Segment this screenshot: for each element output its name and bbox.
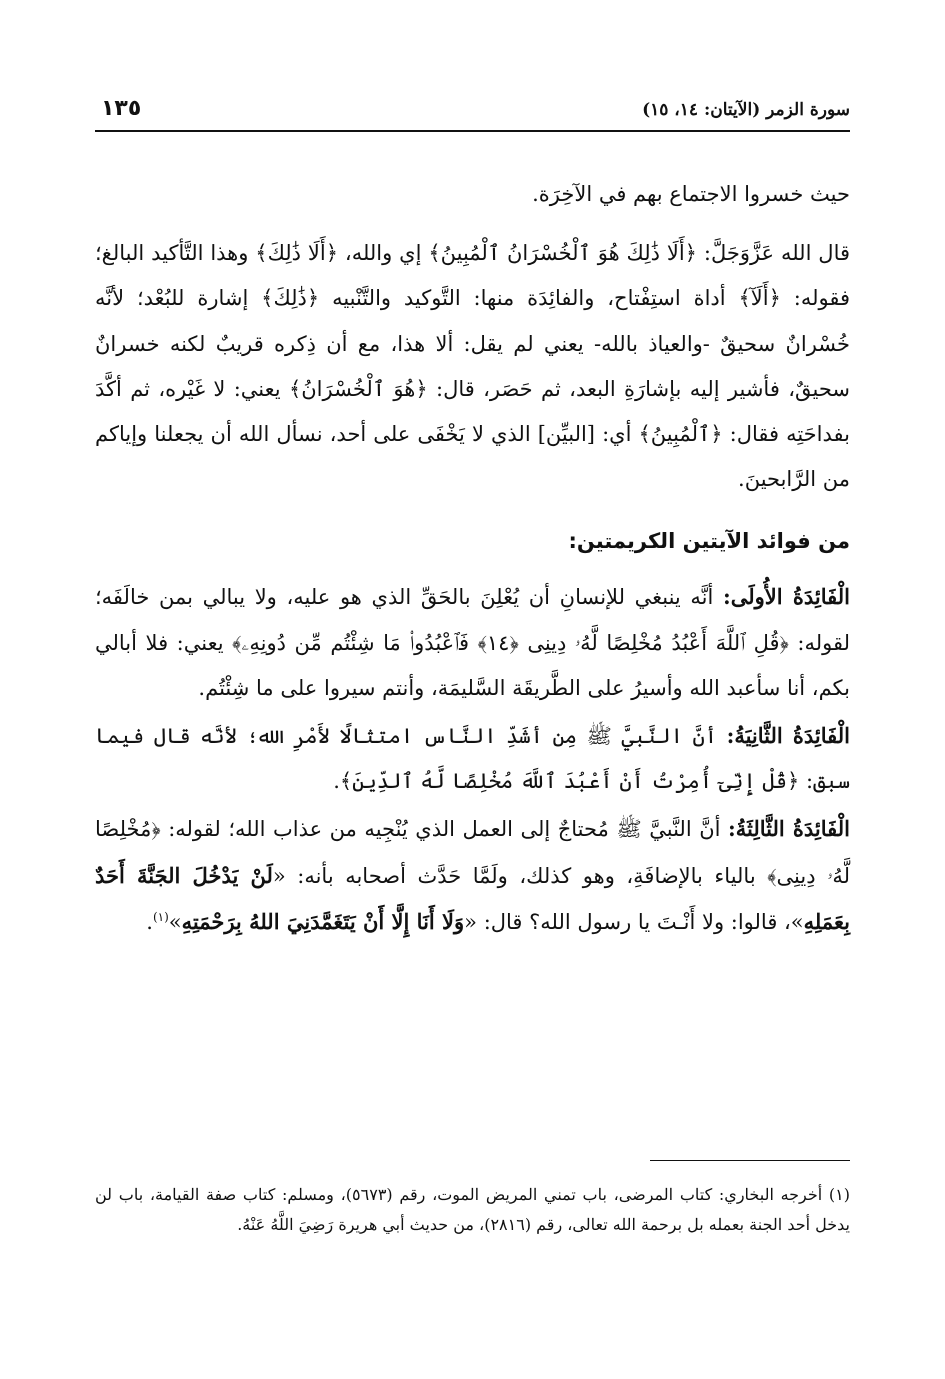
benefit-3-label: الْفَائِدَةُ الثَّالِثَةُ:: [727, 816, 850, 842]
surah-header-title: سورة الزمر (الآيتان: ١٤، ١٥): [642, 100, 850, 120]
footnote: [95, 1180, 850, 1240]
hadith-quote-1: لَنْ يَدْخُلَ الجَنَّةَ أَحَدٌ بِعَمَلِهِ: [95, 862, 850, 934]
benefit-2-label: الْفَائِدَةُ الثَّانِيَةُ:: [726, 723, 850, 749]
benefit-3-text-a: أنَّ النَّبيَّ ﷺ مُحتاجٌ إلى العمل الذي يُنْجِيه من عذاب الله؛ لقوله: ﴿مُخْلِصًا لَّهُۥ دِينِى﴾ بالياء بالإضافَةِ، وهو كذلك، ولَمَّا حَدَّث أصحابه بأنه: «: [95, 817, 850, 888]
benefit-1: [95, 574, 850, 711]
paragraph-commentary: قال الله عَزَّوَجَلَّ: ﴿أَلَا ذَٰلِكَ هُوَ ٱلْخُسْرَانُ ٱلْمُبِينُ﴾ إي والله، ﴿أَلَا ذَٰلِكَ﴾ وهذا التَّأكيد البالغ؛ فقوله: ﴿أَلَآ﴾ أداة استِفْتاح، والفائِدَة منها: التَّوكيد والتَّنْبيه ﴿ذَٰلِكَ﴾ إشارة للبُعْد؛ لأنَّه خُسْرانٌ سحيقٌ -والعياذ بالله- يعني لم يقل: ألا هذا، مع أن ذِكره قريبٌ لكنه خسرانٌ سحيقٌ، فأشير إليه بإشارَةِ البعد، ثم حَصَر، قال: ﴿هُوَ ٱلْخُسْرَانُ﴾ يعني: لا غَيْره، ثم أكَّدَ بفداحَتِه فقال: ﴿ٱلْمُبِينُ﴾ أي: [البيِّن] الذي لا يَخْفَى على أحد، نسأل الله أن يجعلنا وإياكم من الرَّابحينَ.: [95, 241, 851, 492]
benefit-3-text-c: »: [168, 909, 182, 934]
footnote-text: (١) أخرجه البخاري: كتاب المرضى، باب تمني المريض الموت، رقم (٥٦٧٣)، ومسلم: كتاب صفة القيامة، باب لن يدخل أحد الجنة بعمله بل برحمة الله تعالى، رقم (٢٨١٦)، من حديث أبي هريرة رَضِيَ اللَّهُ عَنْهُ.: [95, 1185, 851, 1234]
hadith-quote-2: وَلَا أَنَا إِلَّا أَنْ يَتَغَمَّدَنِيَ اللهُ بِرَحْمَتِهِ: [181, 908, 465, 934]
intro-line: حيث خسروا الاجتماع بهم في الآخِرَة.: [532, 182, 850, 206]
header-divider: [95, 130, 850, 132]
benefit-2-text: أنَّ النَّبيَّ ﷺ مِن أشَدِّ النَّاس امتثالًا لأَمْرِ الله؛ لأنَّه قال فيما سبق: ﴿قُلْ إِنِّىٓ أُمِرْتُ أَنْ أَعْبُدَ ٱللَّهَ مُخْلِصًا لَّهُ ٱلدِّينَ﴾.: [95, 724, 850, 794]
body-text: [95, 172, 850, 945]
benefit-1-text: أنَّه ينبغي للإنسانِ أن يُعْلِنَ بالحَقِّ الذي هو عليه، ولا يبالي بمن خالَفَه؛ لقوله: ﴿قُلِ ٱللَّهَ أَعْبُدُ مُخْلِصًا لَّهُۥ دِينِى ﴿١٤﴾ فَٱعْبُدُوا۟ مَا شِئْتُم مِّن دُونِهِۦ﴾ يعني: فلا أبالي بكم، أنا سأعبد الله وأسيرُ على الطَّريقَة السَّليمَة، وأنتم سيروا على ما شِئْتُم.: [95, 585, 850, 700]
benefit-2: [95, 713, 850, 804]
benefit-3-end: .: [146, 909, 153, 934]
section-heading: من فوائد الآيتين الكريمتين:: [568, 529, 850, 554]
page-number: ١٣٥: [101, 96, 142, 121]
benefit-3-text-b: »، قالوا: ولا أَنْـتَ يا رسول الله؟ قال: «: [464, 909, 804, 934]
footnote-divider: [650, 1160, 850, 1161]
footnote-marker[interactable]: (١): [152, 909, 169, 924]
running-header: [95, 96, 850, 130]
benefit-3: [95, 806, 850, 945]
benefit-1-label: الْفَائِدَةُ الأُولَى:: [722, 584, 850, 610]
